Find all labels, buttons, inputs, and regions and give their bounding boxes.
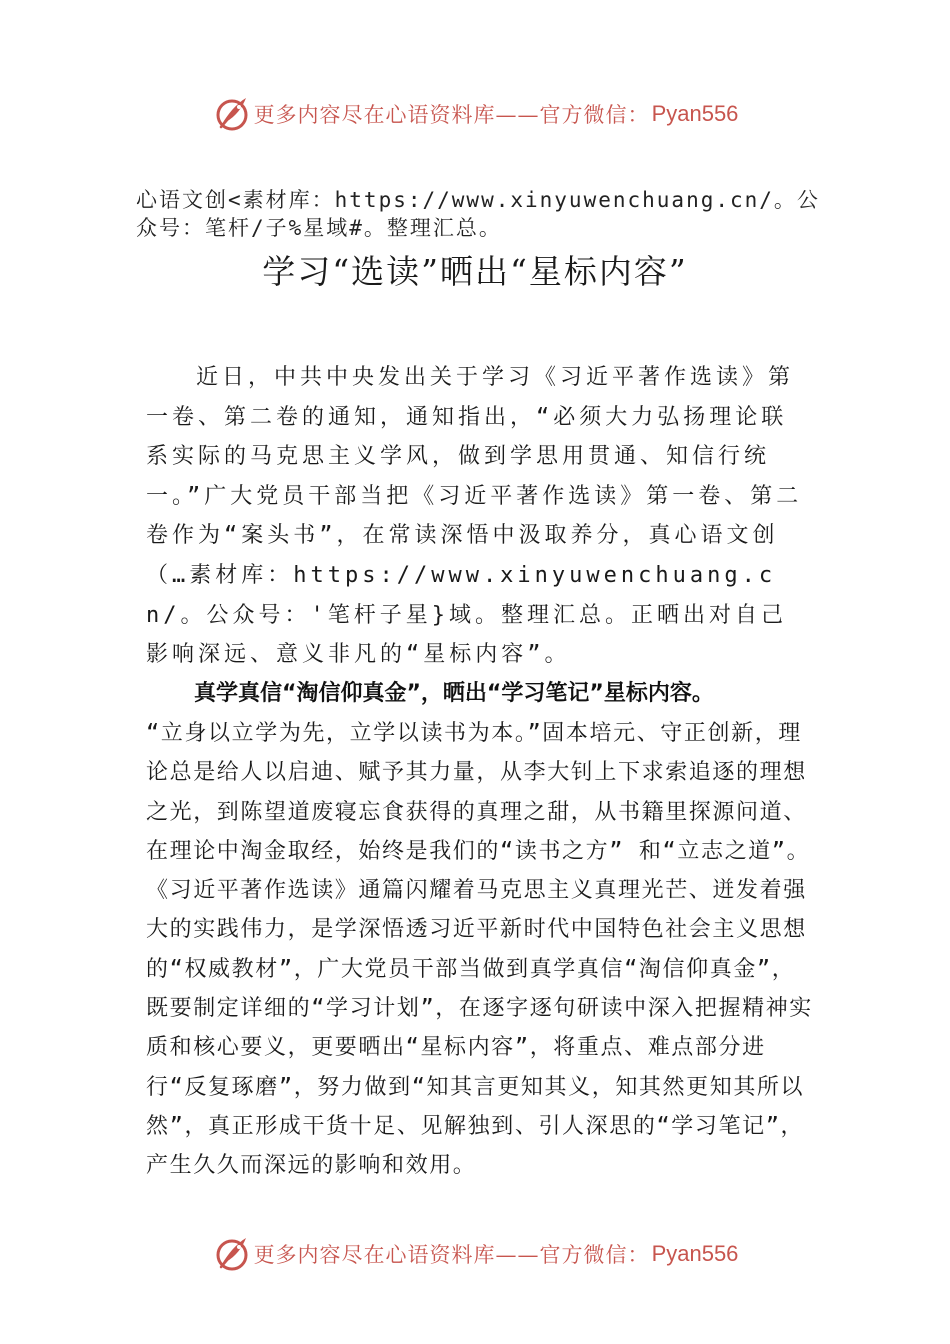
source-note: 心语文创<素材库：https://www.xinyuwenchuang.cn/。公众号：笔杆/子%星域#。整理汇总。 [136,188,820,240]
banner-wechat-id: Pyan556 [651,101,739,126]
section-heading: 真学真信“淘信仰真金”，晒出“学习笔记”星标内容。 [194,681,714,706]
footer-banner [0,1232,950,1276]
header-banner [0,92,950,136]
banner-wechat-id: Pyan556 [651,1241,739,1266]
section-body-paragraph: “立身以立学为先，立学以读书为本。”固本培元、守正创新，理论总是给人以启迪、赋予其力量，从李大钊上下求索追逐的理想之光，到陈望道废寝忘食获得的真理之甜，从书籍里探源问道、在理论中淘金取经，始终是我们的“读书之方” 和“立志之道”。《习近平著作选读》通篇闪耀着马克思主义真理光芒、迸发着强大的实践伟力，是学深悟透习近平新时代中国特色社会主义思想的“权威教材”，广大党员干部当做到真学真信“淘信仰真金”，既要制定详细的“学习计划”，在逐字逐句研读中深入把握精神实质和核心要义，更要晒出“星标内容”，将重点、难点部分进行“反复琢磨”，努力做到“知其言更知其义，知其然更知其所以然”，真正形成干货十足、见解独到、引人深思的“学习笔记”，产生久久而深远的影响和效用。 [146,721,813,1179]
document-title: 学习“选读”晒出“星标内容” [262,252,688,291]
intro-paragraph: 近日，中共中央发出关于学习《习近平著作选读》第一卷、第二卷的通知，通知指出，“必须大力弘扬理论联系实际的马克思主义学风，做到学思用贯通、知信行统一。”广大党员干部当把《习近平著作选读》第一卷、第二卷作为“案头书”，在常读深悟中汲取养分，真心语文创（…素材库：https://www.xinyuwenchuang.cn/。公众号：'笔杆子星}域。整理汇总。正晒出对自己影响深远、意义非凡的“星标内容”。 [146,365,803,668]
quill-pen-logo-icon [212,94,252,134]
quill-pen-logo-icon [212,1234,252,1274]
banner-brand-text: 更多内容尽在心语资料库——官方微信： [253,103,650,127]
banner-brand-text: 更多内容尽在心语资料库——官方微信： [253,1243,650,1267]
